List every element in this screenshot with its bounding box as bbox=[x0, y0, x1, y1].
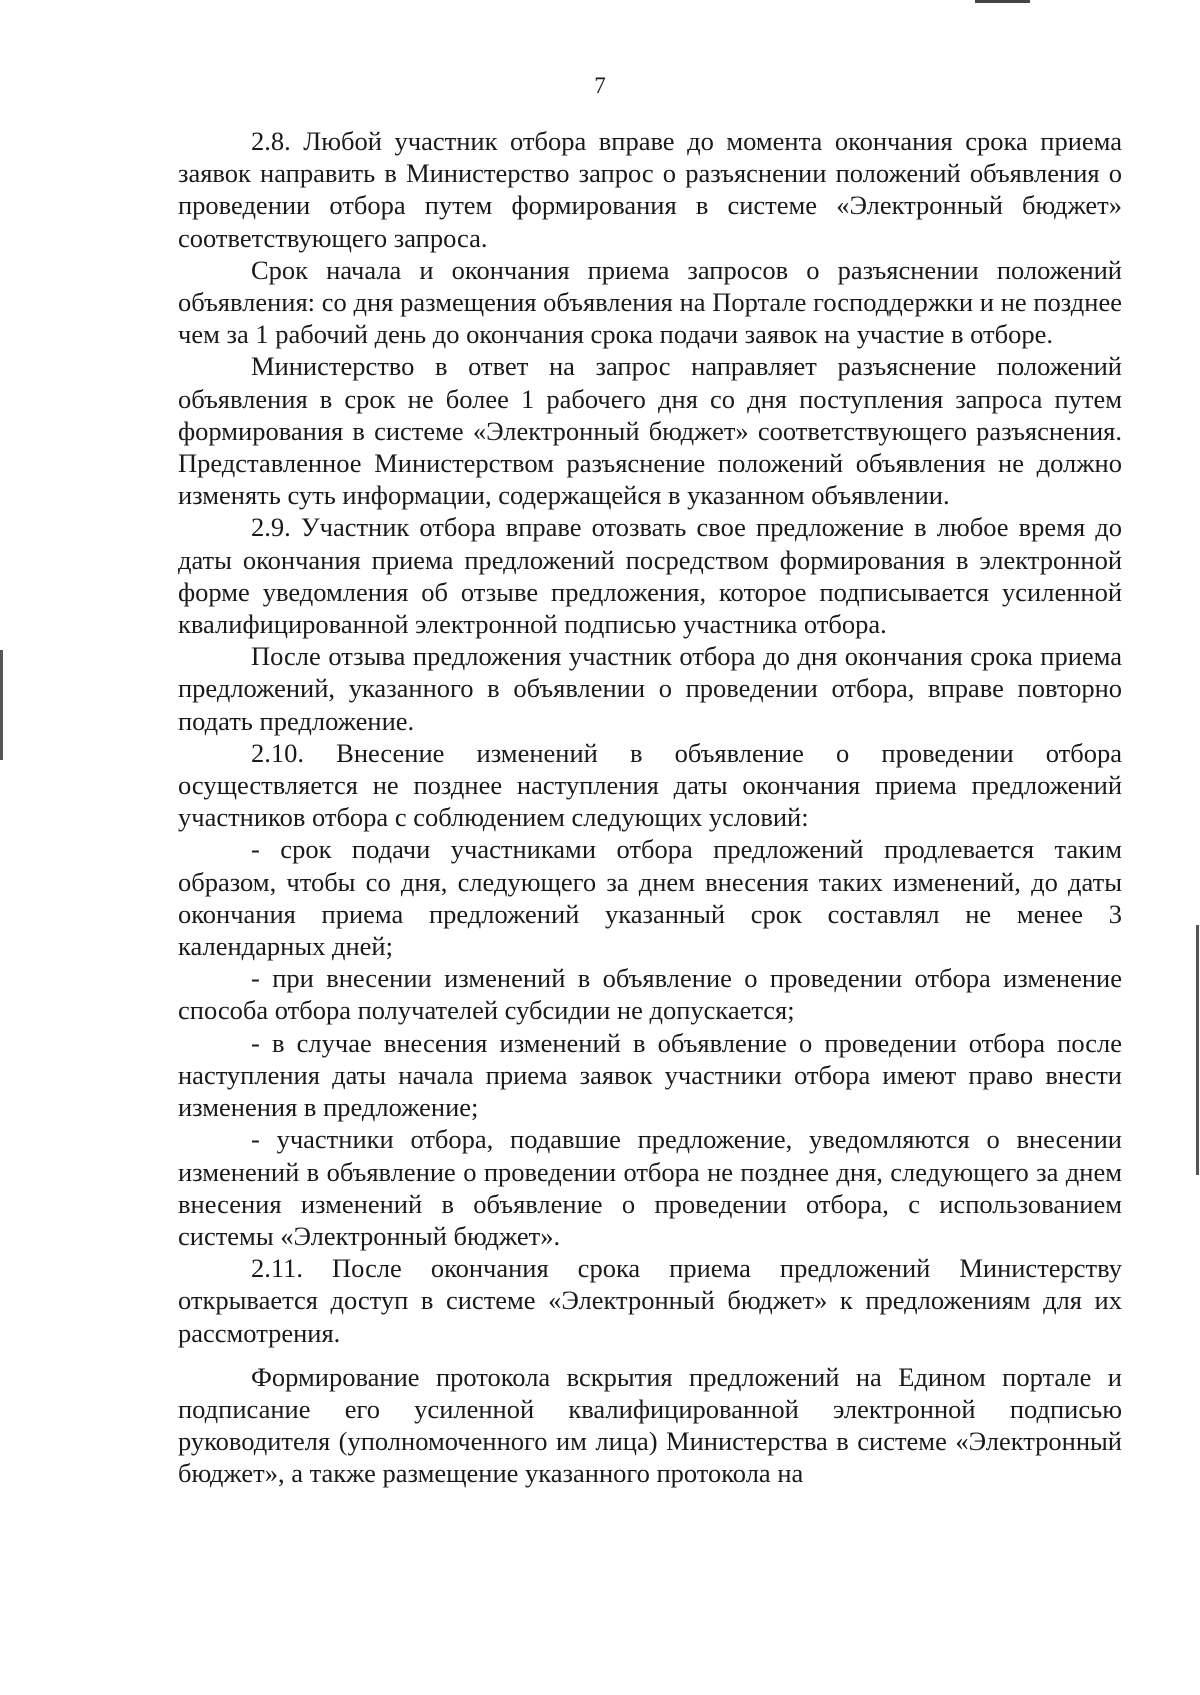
list-item-condition-4: - участники отбора, подавшие предложение, уведомляются о внесении изменений в объявление о проведении отбора не позднее дня, следующего за днем внесения изменений в объявление о проведении отбора, с использованием системы «Электронный бюджет». bbox=[178, 1124, 1122, 1251]
paragraph-2-8-deadline: Срок начала и окончания приема запросов о разъяснении положений объявления: со дня размещения объявления на Портале господдержки и не позднее чем за 1 рабочий день до окончания срока подачи заявок на участие в отборе. bbox=[178, 254, 1122, 350]
paragraph-2-8: 2.8. Любой участник отбора вправе до момента окончания срока приема заявок направить в Министерство запрос о разъяснении положений объявления о проведении отбора путем формирования в системе «Электронный бюджет» соответствующего запроса. bbox=[178, 126, 1122, 253]
paragraph-2-10: 2.10. Внесение изменений в объявление о проведении отбора осуществляется не позднее наступления даты окончания приема предложений участников отбора с соблюдением следующих условий: bbox=[178, 737, 1122, 833]
paragraph-2-8-response: Министерство в ответ на запрос направляет разъяснение положений объявления в срок не более 1 рабочего дня со дня поступления запроса путем формирования в системе «Электронный бюджет» соответствующего разъяснения. Представленное Министерством разъяснение положений объявления не должно изменять суть информации, содержащейся в указанном объявлении. bbox=[178, 351, 1122, 511]
paragraph-2-9: 2.9. Участник отбора вправе отозвать свое предложение в любое время до даты окончания приема предложений посредством формирования в электронной форме уведомления об отзыве предложения, которое подписывается усиленной квалифицированной электронной подписью участника отбора. bbox=[178, 512, 1122, 640]
document-body bbox=[178, 125, 1122, 1490]
scan-edge-mark-top bbox=[975, 0, 1030, 3]
list-item-condition-3: - в случае внесения изменений в объявление о проведении отбора после наступления даты начала приема заявок участники отбора имеют право внести изменения в предложение; bbox=[178, 1027, 1122, 1123]
list-item-condition-2: - при внесении изменений в объявление о проведении отбора изменение способа отбора получателей субсидии не допускается; bbox=[178, 963, 1122, 1026]
paragraph-2-11-protocol: Формирование протокола вскрытия предложений на Едином портале и подписание его усиленной квалифицированной электронной подписью руководителя (уполномоченного им лица) Министерства в системе «Электронный бюджет», а также размещение указанного протокола на bbox=[178, 1361, 1122, 1489]
paragraph-2-9-resubmit: После отзыва предложения участник отбора до дня окончания срока приема предложений, указанного в объявлении о проведении отбора, вправе повторно подать предложение. bbox=[178, 641, 1122, 736]
scan-edge-mark-right bbox=[1196, 925, 1199, 1175]
page-number: 7 bbox=[594, 73, 606, 98]
scan-edge-mark-left bbox=[0, 650, 3, 760]
list-item-condition-1: - срок подачи участниками отбора предложений продлевается таким образом, чтобы со дня, следующего за днем внесения таких изменений, до даты окончания приема предложений указанный срок составлял не менее 3 календарных дней; bbox=[178, 834, 1122, 962]
paragraph-2-11: 2.11. После окончания срока приема предложений Министерству открывается доступ в системе «Электронный бюджет» к предложениям для их рассмотрения. bbox=[178, 1253, 1122, 1348]
